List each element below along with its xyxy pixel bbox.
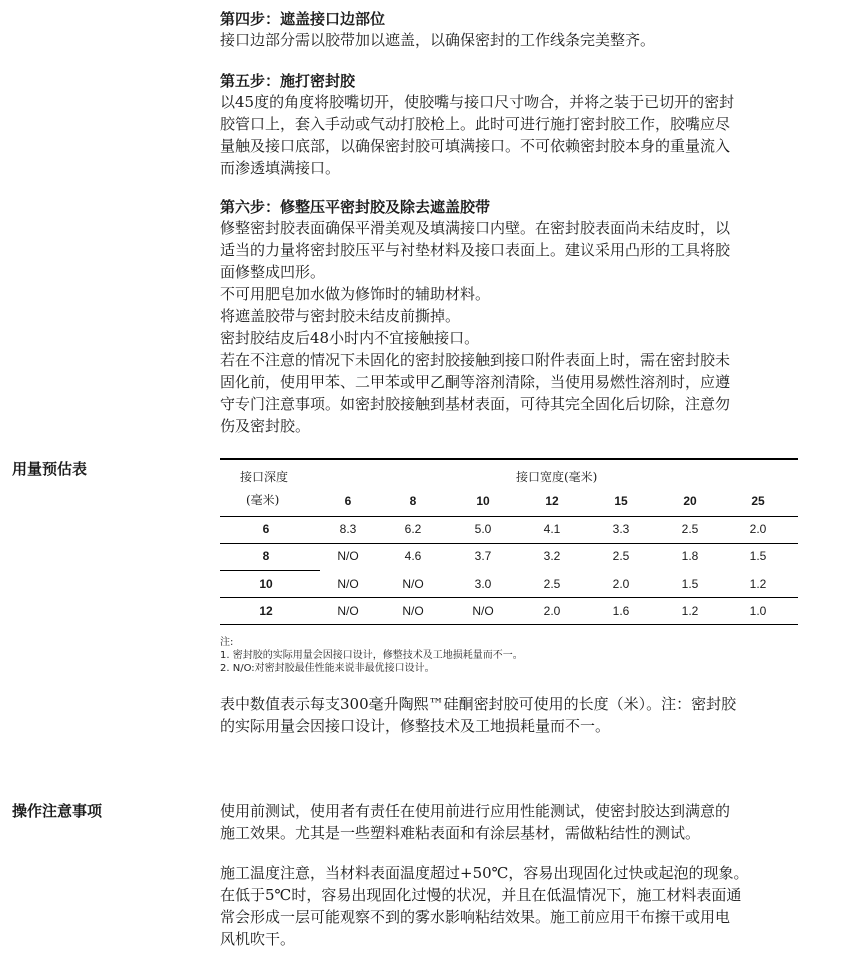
width-col-header: 25 — [751, 494, 765, 508]
step4-body — [220, 29, 830, 51]
table-cell: 3.0 — [474, 577, 492, 591]
note-line: 2. N/O:对密封胶最佳性能来说非最优接口设计。 — [220, 663, 435, 674]
text-line: 面修整成凹形。 — [220, 263, 326, 281]
depth-header: 接口深度 — [240, 470, 289, 484]
text-line: 以45度的角度将胶嘴切开，使胶嘴与接口尺寸吻合，并将之装于已切开的密封 — [220, 93, 735, 111]
table-cell: N/O — [337, 549, 359, 563]
table-cell: 4.6 — [404, 549, 422, 563]
table-cell: N/O — [337, 604, 359, 618]
table-cell: 2.0 — [612, 577, 630, 591]
table-cell: N/O — [337, 577, 359, 591]
depth-row-header: 10 — [259, 577, 273, 591]
table-cell: 3.2 — [543, 549, 561, 563]
table-cell: N/O — [402, 604, 424, 618]
text-line: 使用前测试，使用者有责任在使用前进行应用性能测试，使密封胶达到满意的 — [220, 802, 731, 820]
note-line: 1. 密封胶的实际用量会因接口设计，修整技术及工地损耗量而不一。 — [220, 650, 523, 661]
table-cell: 1.0 — [749, 604, 767, 618]
text-line: 固化前，使用甲苯、二甲苯或甲乙酮等溶剂清除，当使用易燃性溶剂时，应遵 — [220, 373, 731, 391]
table-cell: 1.5 — [681, 577, 699, 591]
table-notes — [220, 636, 523, 675]
step5-body — [220, 91, 830, 179]
depth-row-header: 12 — [259, 604, 273, 618]
text-line: 风机吹干。 — [220, 930, 296, 948]
text-line: 表中数值表示每支300毫升陶熙™硅酮密封胶可使用的长度（米）。注：密封胶 — [220, 695, 737, 713]
table-cell: 1.2 — [681, 604, 699, 618]
text-line: 而渗透填满接口。 — [220, 159, 341, 177]
table-cell: 3.3 — [612, 522, 630, 536]
text-line: 常会形成一层可能观察不到的雾水影响粘结效果。施工前应用干布擦干或用电 — [220, 908, 731, 926]
table-cell: 2.0 — [543, 604, 561, 618]
step5-heading: 第五步：施打密封胶 — [220, 72, 356, 90]
table-top-rule — [220, 458, 798, 460]
precautions-p2 — [220, 862, 830, 950]
note-line: 注: — [220, 637, 234, 648]
text-line: 在低于5℃时，容易出现固化过慢的状况，并且在低温情况下，施工材料表面通 — [220, 886, 742, 904]
table-bottom-rule — [220, 624, 798, 625]
table-cell: 1.2 — [749, 577, 767, 591]
step5-section — [220, 71, 830, 179]
depth-row-header: 8 — [262, 549, 270, 563]
usage-side-title: 用量预估表 — [12, 460, 88, 478]
text-line: 密封胶结皮后48小时内不宜接触接口。 — [220, 329, 480, 347]
text-line: 适当的力量将密封胶压平与衬垫材料及接口表面上。建议采用凸形的工具将胶 — [220, 241, 731, 259]
width-col-header: 6 — [344, 494, 352, 508]
step6-body — [220, 217, 830, 437]
table-cell: N/O — [402, 577, 424, 591]
depth-unit-header: (毫米) — [246, 493, 280, 507]
text-line: 将遮盖胶带与密封胶未结皮前撕掉。 — [220, 307, 461, 325]
step6-section — [220, 197, 830, 437]
text-line: 接口边部分需以胶带加以遮盖，以确保密封的工作线条完美整齐。 — [220, 31, 656, 49]
table-cell: 2.5 — [681, 522, 699, 536]
text-line: 修整密封胶表面确保平滑美观及填满接口内壁。在密封胶表面尚未结皮时，以 — [220, 219, 731, 237]
table-cell: 4.1 — [543, 522, 561, 536]
table-cell: 1.8 — [681, 549, 699, 563]
text-line: 的实际用量会因接口设计，修整技术及工地损耗量而不一。 — [220, 717, 611, 735]
table-cell: 1.5 — [749, 549, 767, 563]
table-rule — [220, 516, 798, 517]
table-cell: 8.3 — [339, 522, 357, 536]
table-rule — [220, 597, 798, 598]
table-rule — [220, 543, 798, 544]
width-col-header: 20 — [683, 494, 697, 508]
precautions-p1 — [220, 800, 830, 844]
step4-heading: 第四步：遮盖接口边部位 — [220, 10, 386, 28]
precautions-side-title: 操作注意事项 — [12, 802, 103, 820]
table-cell: 6.2 — [404, 522, 422, 536]
text-line: 守专门注意事项。如密封胶接触到基材表面，可待其完全固化后切除，注意勿 — [220, 395, 731, 413]
width-col-header: 15 — [614, 494, 628, 508]
table-rule — [220, 570, 320, 571]
table-cell: 2.0 — [749, 522, 767, 536]
text-line: 量触及接口底部，以确保密封胶可填满接口。不可依赖密封胶本身的重量流入 — [220, 137, 731, 155]
step4-section — [220, 9, 830, 51]
text-line: 胶管口上，套入手动或气动打胶枪上。此时可进行施打密封胶工作，胶嘴应尽 — [220, 115, 731, 133]
width-header: 接口宽度(毫米) — [516, 470, 598, 484]
table-cell: 1.6 — [612, 604, 630, 618]
text-line: 施工温度注意，当材料表面温度超过+50℃，容易出现固化过快或起泡的现象。 — [220, 864, 749, 882]
text-line: 若在不注意的情况下未固化的密封胶接触到接口附件表面上时，需在密封胶未 — [220, 351, 731, 369]
table-cell: 5.0 — [474, 522, 492, 536]
step6-heading: 第六步：修整压平密封胶及除去遮盖胶带 — [220, 198, 491, 216]
text-line: 伤及密封胶。 — [220, 417, 311, 435]
text-line: 施工效果。尤其是一些塑料难粘表面和有涂层基材，需做粘结性的测试。 — [220, 824, 701, 842]
depth-row-header: 6 — [262, 522, 270, 536]
width-col-header: 8 — [409, 494, 417, 508]
text-line: 不可用肥皂加水做为修饰时的辅助材料。 — [220, 285, 491, 303]
table-cell: N/O — [472, 604, 494, 618]
table-cell: 2.5 — [543, 577, 561, 591]
usage-summary — [220, 693, 830, 737]
table-cell: 2.5 — [612, 549, 630, 563]
width-col-header: 10 — [476, 494, 490, 508]
width-col-header: 12 — [545, 494, 559, 508]
table-cell: 3.7 — [474, 549, 492, 563]
